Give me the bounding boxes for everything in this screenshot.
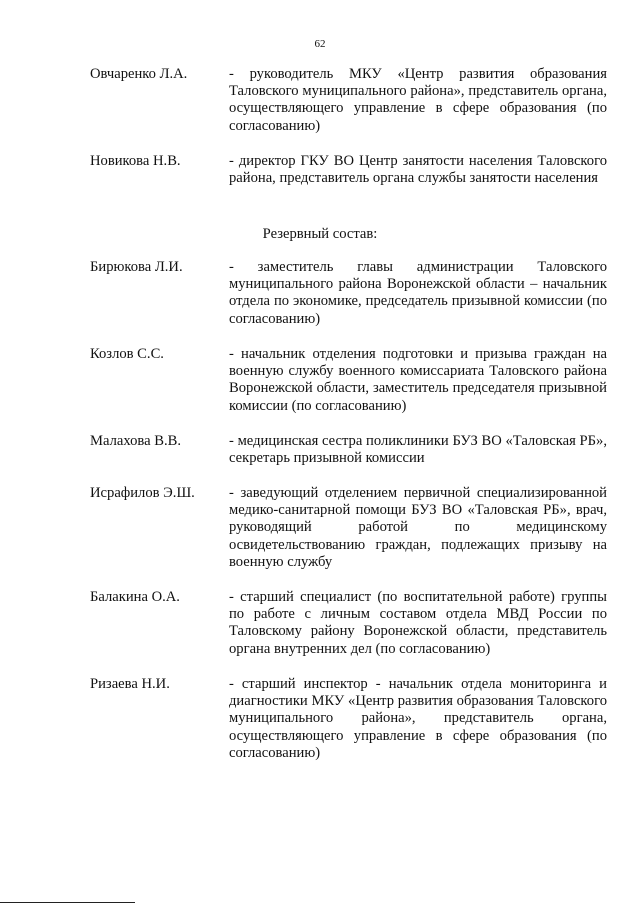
footnote-rule xyxy=(0,902,135,903)
reserve-entry-kozlov xyxy=(90,346,608,415)
member-name: Козлов С.С. xyxy=(90,346,164,362)
reserve-entry-malakhova xyxy=(90,433,608,467)
page-number: 62 xyxy=(314,38,326,50)
reserve-entry-balakina xyxy=(90,589,608,658)
member-entry-ovcharenko xyxy=(90,66,608,135)
member-name: Овчаренко Л.А. xyxy=(90,66,188,82)
member-name: Новикова Н.В. xyxy=(90,153,181,169)
reserve-entry-biryukova xyxy=(90,259,608,328)
reserve-heading: Резервный состав: xyxy=(262,226,378,242)
reserve-entry-israfilov xyxy=(90,485,608,571)
member-role: - начальник отделения подготовки и призыва граждан на военную службу военного комиссариата Таловского района Воронежской области, заместитель председателя призывной комиссии (по согласованию) xyxy=(229,346,607,414)
member-role: - руководитель МКУ «Центр развития образования Таловского муниципального района», представитель органа, осуществляющего управление в сфере образования (по согласованию) xyxy=(229,66,607,134)
member-name: Ризаева Н.И. xyxy=(90,676,170,692)
member-entry-novikova xyxy=(90,153,608,187)
member-role: - директор ГКУ ВО Центр занятости населения Таловского района, представитель органа службы занятости населения xyxy=(229,153,607,187)
member-name: Малахова В.В. xyxy=(90,433,181,449)
member-role: - медицинская сестра поликлиники БУЗ ВО «Таловская РБ», секретарь призывной комиссии xyxy=(229,433,607,467)
member-role: - заведующий отделением первичной специализированной медико-санитарной помощи БУЗ ВО «Таловская РБ», врач, руководящий работой по медицинскому освидетельствованию граждан, подлежащих призыву на военную службу xyxy=(229,485,607,570)
reserve-entry-rizaeva xyxy=(90,676,608,762)
member-role: - старший инспектор - начальник отдела мониторинга и диагностики МКУ «Центр развития образования Таловского муниципального района», представитель органа, осуществляющего управление в сфере образования (по согласованию) xyxy=(229,676,607,761)
member-name: Исрафилов Э.Ш. xyxy=(90,485,195,501)
member-role: - заместитель главы администрации Таловского муниципального района Воронежской области – начальник отдела по экономике, председатель призывной комиссии (по согласованию) xyxy=(229,259,607,327)
member-role: - старший специалист (по воспитательной работе) группы по работе с личным составом отдела МВД России по Таловскому району Воронежской области, представитель органа внутренних дел (по согласованию) xyxy=(229,589,607,657)
member-name: Балакина О.А. xyxy=(90,589,180,605)
member-name: Бирюкова Л.И. xyxy=(90,259,183,275)
